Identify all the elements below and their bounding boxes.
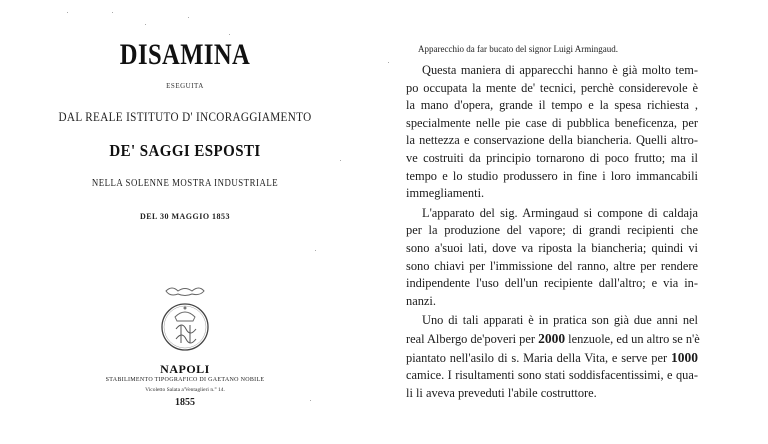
paragraph-3	[388, 312, 698, 402]
text-line: L'apparato del sig. Armingaud si compone di caldaja	[422, 205, 698, 220]
text-line: real Albergo de'poveri per 2000 lenzuole, ed un altro se n'è	[406, 330, 700, 346]
occasion-line: NELLA SOLENNE MOSTRA INDUSTRIALE	[91, 178, 279, 189]
scan-speck	[229, 34, 230, 35]
scan-speck	[67, 12, 68, 13]
text-line: camice. I risultamenti sono stati soddisfacentissimi, e qua-	[406, 368, 698, 383]
text-line: la mano d'opera, grande il tempo e la spesa richiesta ,	[406, 98, 698, 113]
scan-speck	[188, 17, 189, 18]
royal-monogram-crest-icon	[156, 283, 214, 353]
scan-speck	[388, 62, 389, 63]
paragraph-2	[388, 205, 698, 311]
text-line: la nettezza e conservazione della biancheria. Quelli altro-	[406, 133, 698, 148]
imprint-year: 1855	[175, 397, 195, 408]
body-text	[388, 62, 698, 404]
text-line: immegliamenti.	[406, 186, 485, 201]
title-page	[0, 0, 370, 444]
text-line: Questa maniera di apparecchi hanno è già molto tem-	[422, 63, 698, 77]
text-line: per la produzione del vapore; di grandi recipienti che	[406, 223, 698, 238]
institution-line: DAL REALE ISTITUTO D' INCORAGGIAMENTO	[58, 109, 312, 124]
subtitle-eseguita: ESEGUITA	[166, 82, 204, 90]
text-line: po occupata la mente de' tecnici, perchè considerevole è	[406, 80, 698, 95]
paragraph-1	[388, 62, 698, 203]
scan-speck	[145, 24, 146, 25]
date-line: DEL 30 MAGGIO 1853	[139, 212, 231, 221]
text-line: ve costruiti da principio tornarono di poco frutto; ma il	[406, 150, 698, 165]
imprint-address: Vicoletto Salata a'Ventaglieri n.° 14.	[145, 387, 225, 393]
scan-speck	[340, 160, 341, 161]
text-line: indipendente l'uso dell'un recipiente dall'altro; e via in-	[406, 276, 698, 291]
document-title: DISAMINA	[119, 38, 251, 71]
text-line: sono a'suoi lati, dove va riposta la biancheria; quindi vi	[406, 240, 698, 255]
text-line: sono chiavi per l'immissione del ranno, altre per rendere	[406, 258, 698, 273]
scan-speck	[315, 250, 316, 251]
section-heading: Apparecchio da far bucato del signor Luigi Armingaud.	[418, 44, 618, 54]
text-line: li li aveva preveduti l'abile costruttore.	[406, 385, 597, 400]
scan-speck	[112, 12, 113, 13]
imprint-printer: STABILIMENTO TIPOGRAFICO DI GAETANO NOBILE	[105, 377, 265, 383]
imprint-city: NAPOLI	[160, 362, 210, 376]
text-line: Uno di tali apparati è in pratica son già due anni nel	[422, 313, 698, 328]
object-line: DE' SAGGI ESPOSTI	[109, 141, 261, 160]
text-line: nanzi.	[406, 293, 436, 308]
text-line: specialmente nelle pie case di pubblica beneficenza, per	[406, 115, 698, 130]
text-line: tempo e lo studio produssero in fine i loro immancabili	[406, 168, 698, 183]
text-line: piantato nell'asilo di s. Maria della Vita, e serve per 1000	[406, 349, 698, 365]
scan-speck	[310, 400, 311, 401]
